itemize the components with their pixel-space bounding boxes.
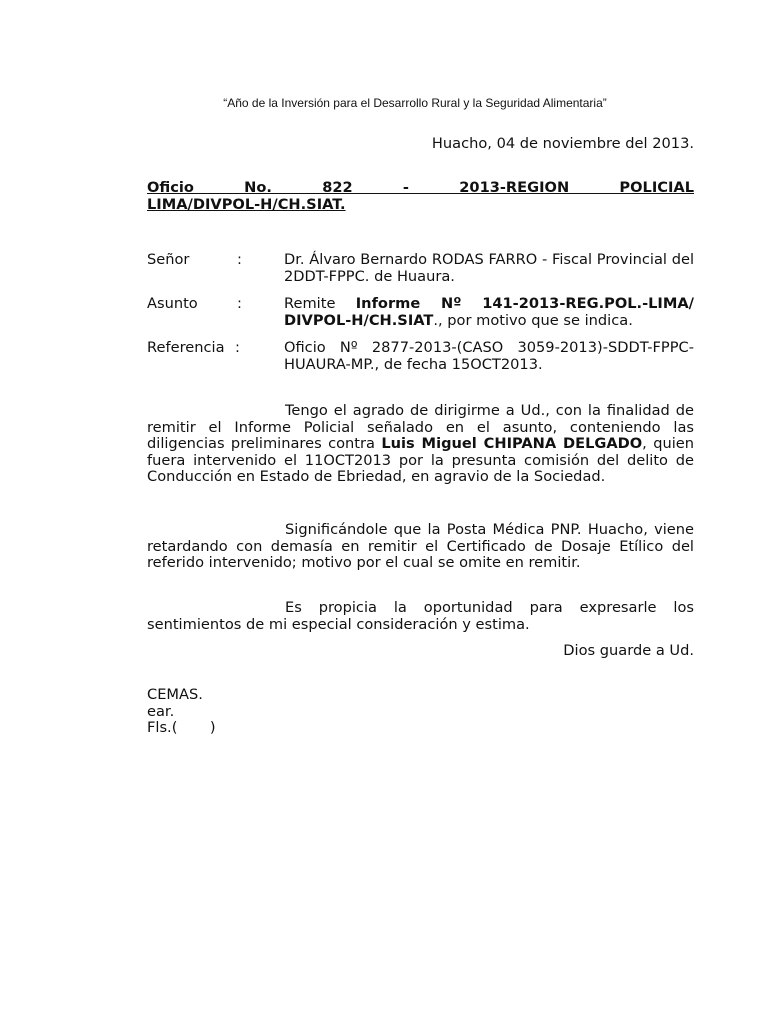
body-paragraph-1 [147, 403, 694, 486]
footer-line-3: Fls.( ) [147, 719, 216, 737]
paragraph1-person-name: Luis Miguel CHIPANA DELGADO [381, 435, 643, 453]
body-paragraph-3: Es propicia la oportunidad para expresarle los sentimientos de mi especial consideración y estima. [147, 599, 694, 633]
footer-line-1: CEMAS. [147, 686, 203, 703]
referencia-colon: : [235, 339, 240, 356]
asunto-colon: : [237, 295, 242, 312]
asunto-suffix: ., por motivo que se indica. [433, 311, 633, 329]
referencia-label: Referencia [147, 339, 225, 356]
oficio-reference [147, 180, 694, 213]
paragraph1-text-before: Tengo el agrado de dirigirme a Ud., con la finalidad de remitir el Informe Policial señalado en el asunto, conteniendo las diligencias preliminares contra [147, 402, 694, 453]
oficio-line-1: Oficio No. 822 - 2013-REGION POLICIAL [147, 179, 694, 196]
senor-colon: : [237, 251, 242, 268]
year-motto: “Año de la Inversión para el Desarrollo Rural y la Seguridad Alimentaria” [223, 96, 607, 110]
oficio-line-2: LIMA/DIVPOL-H/CH.SIAT. [147, 195, 346, 213]
paragraph1-text-after: , quien fuera intervenido el 11OCT2013 por la presunta comisión del delito de Conducción en Estado de Ebriedad, en agravio de la Sociedad. [147, 435, 694, 486]
closing-line: Dios guarde a Ud. [563, 642, 694, 659]
date-line: Huacho, 04 de noviembre del 2013. [431, 135, 694, 152]
asunto-label: Asunto [147, 295, 198, 312]
asunto-value [284, 296, 694, 329]
senor-value: Dr. Álvaro Bernardo RODAS FARRO - Fiscal Provincial del 2DDT-FPPC. de Huaura. [284, 251, 694, 285]
senor-label: Señor [147, 251, 190, 268]
asunto-informe-number: Informe Nº 141-2013-REG.POL.-LIMA/ DIVPOL-H/CH.SIAT [284, 295, 694, 329]
body-paragraph-2: Significándole que la Posta Médica PNP. Huacho, viene retardando con demasía en remitir el Certificado de Dosaje Etílico del referido intervenido; motivo por el cual se omite en remitir. [147, 521, 694, 572]
footer-initials [147, 687, 216, 737]
referencia-value: Oficio Nº 2877-2013-(CASO 3059-2013)-SDDT-FPPC-HUAURA-MP., de fecha 15OCT2013. [284, 339, 694, 373]
asunto-prefix: Remite [284, 295, 356, 312]
footer-line-2: ear. [147, 702, 175, 720]
